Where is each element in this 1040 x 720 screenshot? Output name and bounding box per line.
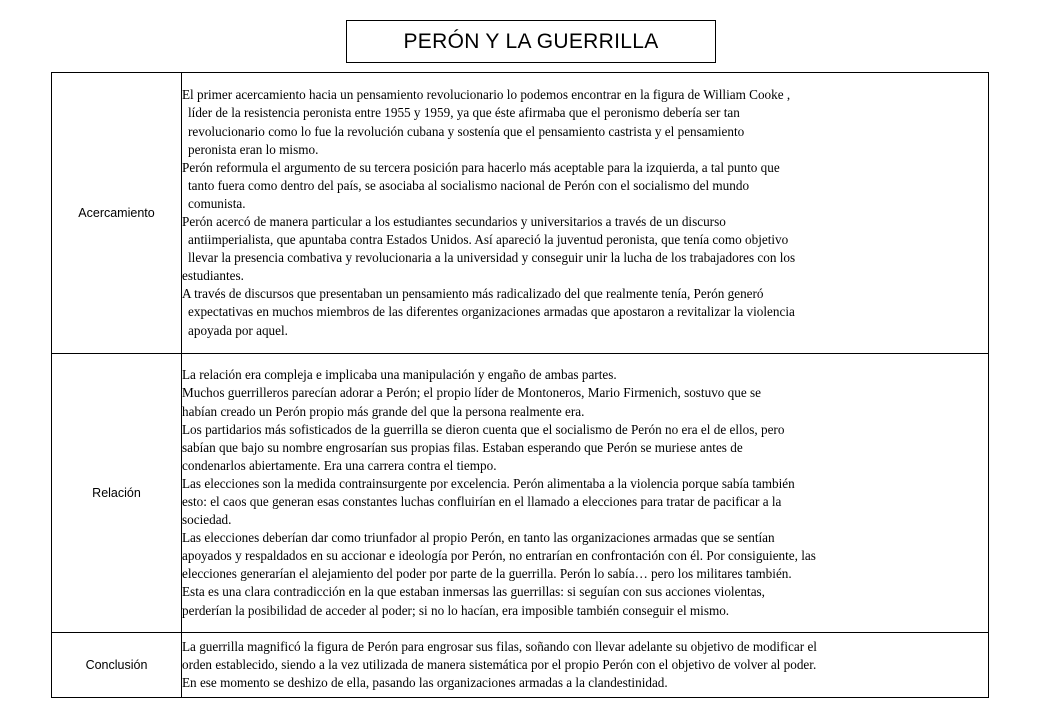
text-line: En ese momento se deshizo de ella, pasando las organizaciones armadas a la clandestinidad. xyxy=(182,675,668,691)
text-line: La relación era compleja e implicaba una manipulación y engaño de ambas partes. xyxy=(182,367,617,383)
text-line: revolucionario como lo fue la revolución cubana y sostenía que el pensamiento castrista y el pensamiento xyxy=(188,123,745,139)
row-label-conclusion: Conclusión xyxy=(52,633,182,698)
table-row-relacion xyxy=(52,354,989,633)
paragraph-acercamiento xyxy=(182,86,988,339)
text-line: apoyada por aquel. xyxy=(188,322,288,338)
text-line: peronista eran lo mismo. xyxy=(188,141,319,157)
text-line: expectativas en muchos miembros de las diferentes organizaciones armadas que apostaron a revitalizar la violencia xyxy=(188,304,795,320)
text-line: sociedad. xyxy=(182,512,232,528)
text-line: Los partidarios más sofisticados de la guerrilla se dieron cuenta que el socialismo de Perón no era el de ellos, pero xyxy=(182,421,785,437)
text-line: esto: el caos que generan esas constantes luchas confluirían en el llamado a elecciones para tratar de pacificar a la xyxy=(182,494,782,509)
text-line: Las elecciones deberían dar como triunfador al propio Perón, en tanto las organizaciones armadas que se sentían xyxy=(182,530,775,546)
row-label-acercamiento: Acercamiento xyxy=(52,73,182,354)
text-line: tanto fuera como dentro del país, se asociaba al socialismo nacional de Perón con el socialismo del mundo xyxy=(188,177,750,193)
text-line: líder de la resistencia peronista entre 1955 y 1959, ya que éste afirmaba que el peronismo debería ser tan xyxy=(188,105,740,121)
text-line: condenarlos abiertamente. Era una carrera contra el tiempo. xyxy=(182,457,497,473)
text-line: habían creado un Perón propio más grande del que la persona realmente era. xyxy=(182,403,585,419)
paragraph-relacion xyxy=(182,366,988,619)
paragraph-conclusion xyxy=(182,638,988,692)
text-line: perderían la posibilidad de acceder al poder; si no lo hacían, era imposible también conseguir el mismo. xyxy=(182,602,730,618)
text-line: Perón reformula el argumento de su tercera posición para hacerlo más aceptable para la izquierda, a tal punto que xyxy=(182,159,780,175)
row-content-conclusion xyxy=(182,633,989,698)
text-line: llevar la presencia combativa y revolucionaria a la universidad y conseguir unir la lucha de los trabajadores con los xyxy=(188,250,796,266)
table-row-conclusion xyxy=(52,633,989,698)
table-row-acercamiento xyxy=(52,73,989,354)
text-line: elecciones generarían el alejamiento del poder por parte de la guerrilla. Perón lo sabía… pero los militares también. xyxy=(182,566,792,582)
row-content-relacion xyxy=(182,354,989,633)
text-line: orden establecido, siendo a la vez utilizada de manera sistemática por el propio Perón con el objetivo de volver al poder. xyxy=(182,656,817,672)
text-line: Perón acercó de manera particular a los estudiantes secundarios y universitarios a través de un discurso xyxy=(182,214,726,229)
row-label-relacion: Relación xyxy=(52,354,182,633)
text-line: A través de discursos que presentaban un pensamiento más radicalizado del que realmente tenía, Perón generó xyxy=(182,286,764,302)
text-line: Las elecciones son la medida contrainsurgente por excelencia. Perón alimentaba a la violencia porque sabía también xyxy=(182,475,795,491)
content-table xyxy=(51,72,989,698)
text-line: El primer acercamiento hacia un pensamiento revolucionario lo podemos encontrar en la figura de William Cooke , xyxy=(182,87,791,103)
text-line: comunista. xyxy=(188,195,246,211)
text-line: antiimperialista, que apuntaba contra Estados Unidos. Así apareció la juventud peronista, que tenía como objetivo xyxy=(188,232,789,248)
text-line: Esta es una clara contradicción en la que estaban inmersas las guerrillas: si seguían con sus acciones violentas, xyxy=(182,584,765,600)
text-line: estudiantes. xyxy=(182,268,244,284)
text-line: Muchos guerrilleros parecían adorar a Perón; el propio líder de Montoneros, Mario Firmenich, sostuvo que se xyxy=(182,385,762,401)
page-title: PERÓN Y LA GUERRILLA xyxy=(346,20,716,63)
text-line: apoyados y respaldados en su accionar e ideología por Perón, no entrarían en confrontación con él. Por consiguiente, las xyxy=(182,548,816,564)
row-content-acercamiento xyxy=(182,73,989,354)
text-line: La guerrilla magnificó la figura de Perón para engrosar sus filas, soñando con llevar adelante su objetivo de modificar el xyxy=(182,638,817,654)
text-line: sabían que bajo su nombre engrosarían sus propias filas. Estaban esperando que Perón se muriese antes de xyxy=(182,439,743,455)
